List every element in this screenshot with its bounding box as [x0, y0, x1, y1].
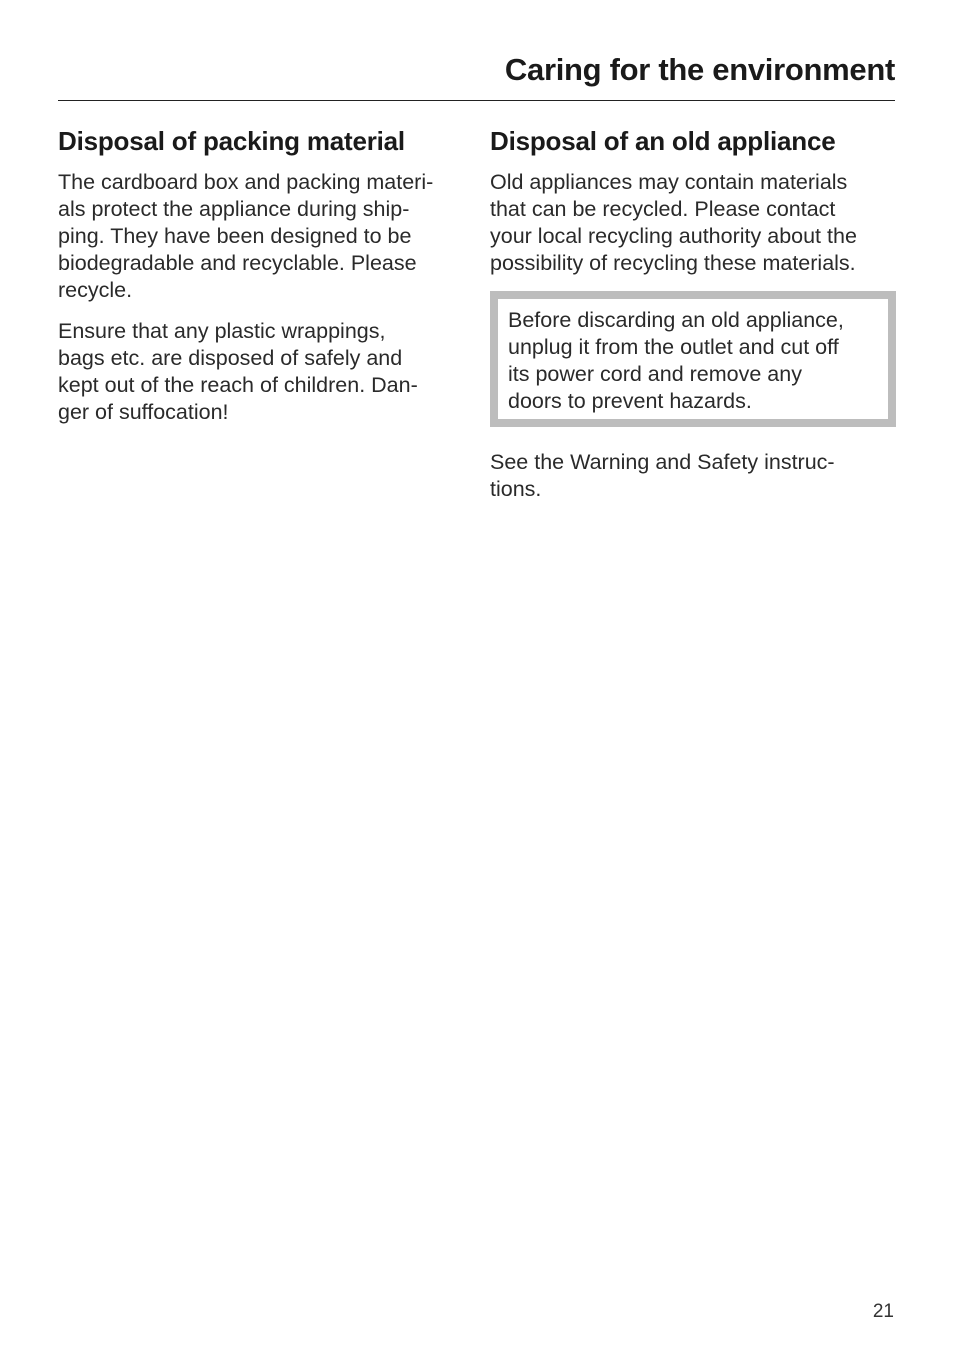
- page-number: 21: [872, 1301, 894, 1322]
- packing-material-paragraph: The cardboard box and packing materi- als protect the appliance during ship- ping. They have been designed to be biodegradable and recyclable. Please recycle.: [58, 170, 434, 302]
- hazard-warning-text: Before discarding an old appliance, unplug it from the outlet and cut off its power cord and remove any doors to prevent hazards.: [508, 308, 844, 413]
- title-divider: [58, 100, 895, 101]
- suffocation-warning-paragraph: Ensure that any plastic wrappings, bags etc. are disposed of safely and kept out of the reach of children. Dan- ger of suffocation!: [58, 319, 418, 424]
- safety-instructions-reference: See the Warning and Safety instruc- tions.: [490, 450, 835, 501]
- old-appliance-heading: Disposal of an old appliance: [490, 126, 836, 156]
- hazard-warning-box: [490, 291, 896, 427]
- page-title: Caring for the environment: [504, 52, 895, 87]
- old-appliance-paragraph: Old appliances may contain materials that can be recycled. Please contact your local recycling authority about the possibility of recycling these materials.: [490, 170, 857, 275]
- left-column: [58, 125, 468, 440]
- packing-material-heading: Disposal of packing material: [58, 126, 405, 156]
- right-column: [490, 125, 896, 517]
